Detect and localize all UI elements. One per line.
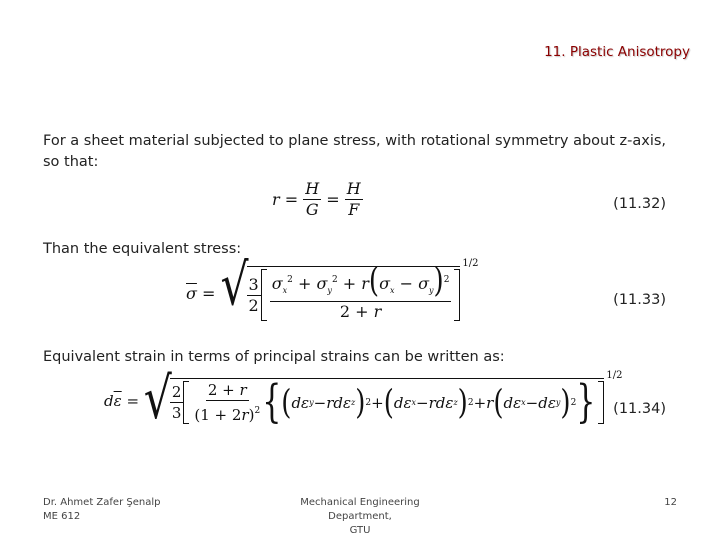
- footer-author-block: [43, 496, 160, 524]
- page-number: 12: [664, 497, 677, 508]
- footer-author: Dr. Ahmet Zafer Şenalp: [43, 497, 161, 508]
- slide-title: 11. Plastic Anisotropy: [544, 44, 690, 60]
- equation-number-11-32: (11.32): [613, 196, 666, 212]
- intro-paragraph: For a sheet material subjected to plane stress, with rotational symmetry about z-axis, so that:: [43, 133, 667, 170]
- equation-number-11-33: (11.33): [613, 292, 666, 308]
- footer-department-block: [270, 496, 450, 538]
- footer-university: GTU: [349, 525, 371, 536]
- equivalent-strain-label: Equivalent strain in terms of principal strains can be written as:: [43, 349, 505, 365]
- equation-11-34: d $\overline{\varepsilon}$ = √ $\frac{2}{3}$ $\frac{2 + r}{(1 + 2r)^2}$ { ( dε y − rdε z ) 2 + ( dε x − rdε z ) 2 + r ( dε x − dε y ) 2 } 1/2: [104, 365, 623, 433]
- footer-department: Mechanical Engineering Department,: [300, 497, 420, 522]
- equation-11-32: r = $\frac{H}{G}$ = $\frac{H}{F}$: [272, 179, 361, 219]
- equation-number-11-34: (11.34): [613, 401, 666, 417]
- equivalent-stress-label: Than the equivalent stress:: [43, 241, 242, 257]
- footer-course: ME 612: [43, 511, 81, 522]
- equation-11-33: $\overline{\sigma}$ = √ $\frac{3}{2}$ $\frac{\sigma_x^2 + \sigma_y^2 + r(\sigma_x - \sigma_y)^2}{2 + r}$ 1/2: [186, 252, 479, 321]
